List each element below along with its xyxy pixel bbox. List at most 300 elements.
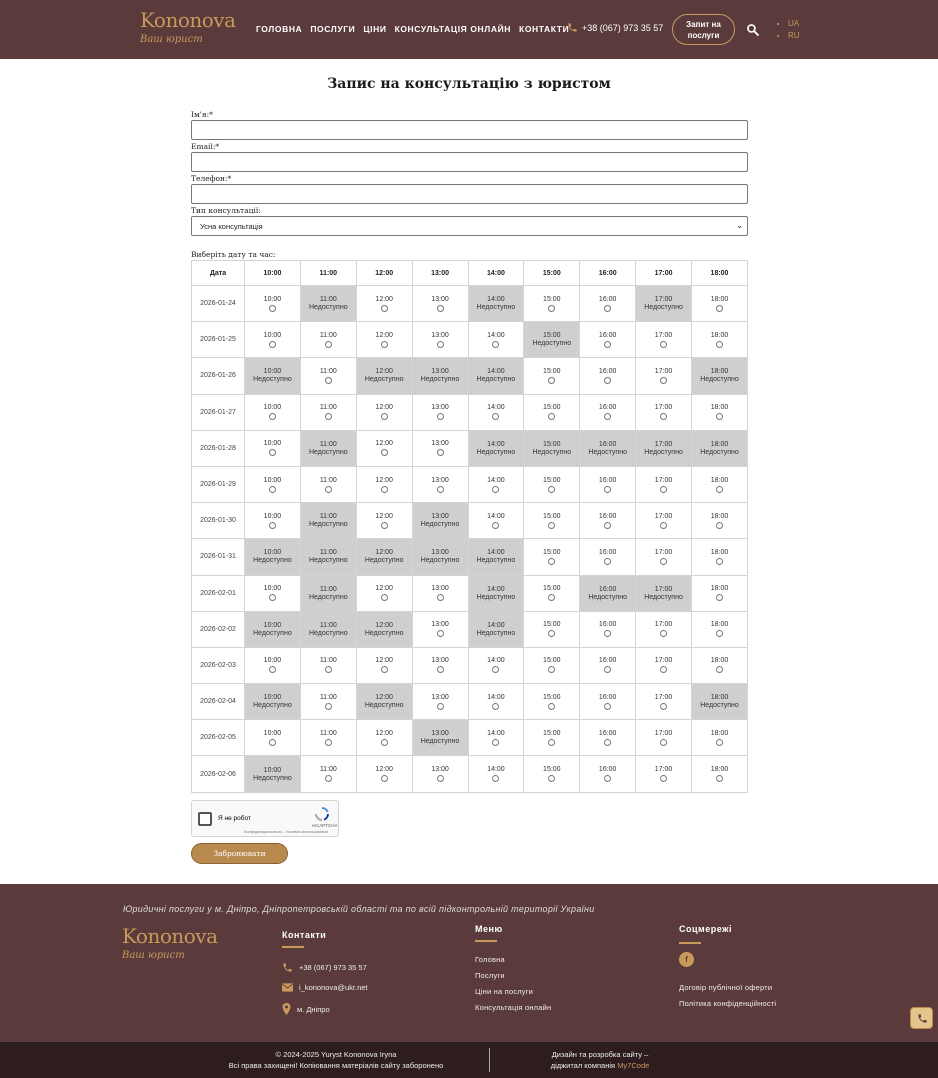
slot-available[interactable] bbox=[524, 394, 580, 430]
slot-time: 16:00 bbox=[598, 657, 617, 665]
slot-time: 12:00 bbox=[375, 585, 393, 593]
slot-unavailable bbox=[524, 430, 580, 466]
footer-menu-online[interactable]: Консультація онлайн bbox=[475, 1003, 552, 1012]
slot-available[interactable] bbox=[580, 286, 636, 322]
slot-time: 18:00 bbox=[710, 657, 729, 665]
facebook-icon[interactable]: f bbox=[679, 952, 694, 967]
slot-available[interactable] bbox=[300, 684, 356, 720]
consultation-type-label: Тип консультації: bbox=[191, 206, 261, 215]
book-button[interactable]: Забронювати bbox=[191, 843, 288, 864]
slot-radio[interactable] bbox=[381, 666, 388, 673]
slot-unavailable-label: Недоступно bbox=[253, 557, 292, 565]
slot-radio[interactable] bbox=[325, 413, 332, 420]
slot-radio[interactable] bbox=[437, 666, 444, 673]
slot-radio[interactable] bbox=[381, 594, 388, 601]
slot-radio[interactable] bbox=[548, 594, 555, 601]
slot-available[interactable] bbox=[245, 430, 301, 466]
slot-radio[interactable] bbox=[325, 486, 332, 493]
slot-available[interactable] bbox=[412, 756, 468, 792]
slot-radio[interactable] bbox=[716, 630, 723, 637]
slot-radio[interactable] bbox=[604, 558, 611, 565]
slot-unavailable bbox=[412, 358, 468, 394]
slot-radio[interactable] bbox=[716, 305, 723, 312]
slot-time: 13:00 bbox=[431, 621, 449, 629]
slot-radio[interactable] bbox=[381, 305, 388, 312]
footer-phone-number: +38 (067) 973 35 57 bbox=[299, 963, 367, 972]
slot-available[interactable] bbox=[356, 575, 412, 611]
slot-radio[interactable] bbox=[716, 558, 723, 565]
slot-unavailable bbox=[245, 684, 301, 720]
name-label: Ім'я:* bbox=[191, 110, 213, 119]
captcha-checkbox[interactable] bbox=[198, 812, 212, 826]
footer-logo[interactable] bbox=[122, 924, 218, 961]
slot-available[interactable] bbox=[356, 430, 412, 466]
slot-radio[interactable] bbox=[548, 558, 555, 565]
slot-radio[interactable] bbox=[716, 739, 723, 746]
slot-available[interactable] bbox=[580, 611, 636, 647]
slot-time: 13:00 bbox=[431, 657, 449, 665]
slot-available[interactable] bbox=[245, 322, 301, 358]
row-date: 2026-02-01 bbox=[192, 575, 245, 611]
slot-available[interactable] bbox=[524, 756, 580, 792]
slot-radio[interactable] bbox=[492, 703, 499, 710]
slot-unavailable bbox=[692, 430, 748, 466]
slot-radio[interactable] bbox=[604, 630, 611, 637]
slot-available[interactable] bbox=[468, 684, 524, 720]
schedule-header-row bbox=[192, 261, 748, 286]
slot-time: 16:00 bbox=[598, 331, 617, 339]
slot-radio[interactable] bbox=[325, 666, 332, 673]
slot-time: 11:00 bbox=[319, 440, 337, 448]
slot-available[interactable] bbox=[692, 647, 748, 683]
slot-radio[interactable] bbox=[604, 305, 611, 312]
lang-ua[interactable]: • UA bbox=[788, 18, 800, 30]
slot-available[interactable] bbox=[580, 647, 636, 683]
slot-available[interactable] bbox=[356, 286, 412, 322]
schedule-body bbox=[192, 286, 748, 793]
slot-radio[interactable] bbox=[381, 413, 388, 420]
slot-radio[interactable] bbox=[492, 522, 499, 529]
slot-time: 15:00 bbox=[543, 404, 561, 412]
slot-time: 14:00 bbox=[487, 693, 505, 701]
slot-radio[interactable] bbox=[660, 739, 667, 746]
slot-available[interactable] bbox=[636, 647, 692, 683]
slot-radio[interactable] bbox=[437, 775, 444, 782]
slot-radio[interactable] bbox=[492, 413, 499, 420]
slot-available[interactable] bbox=[580, 539, 636, 575]
slot-available[interactable] bbox=[636, 394, 692, 430]
slot-time: 12:00 bbox=[375, 549, 393, 557]
slot-unavailable bbox=[300, 575, 356, 611]
slot-available[interactable] bbox=[580, 358, 636, 394]
slot-unavailable-label: Недоступно bbox=[253, 376, 292, 384]
slot-available[interactable] bbox=[524, 503, 580, 539]
slot-available[interactable] bbox=[692, 756, 748, 792]
slot-time: 17:00 bbox=[654, 512, 673, 520]
slot-available[interactable] bbox=[580, 503, 636, 539]
slot-available[interactable] bbox=[524, 286, 580, 322]
slot-available[interactable] bbox=[636, 466, 692, 502]
captcha-brand: reCAPTCHA bbox=[312, 823, 338, 828]
slot-available[interactable] bbox=[692, 575, 748, 611]
slot-time: 11:00 bbox=[319, 585, 337, 593]
slot-available[interactable] bbox=[412, 322, 468, 358]
slot-available[interactable] bbox=[412, 575, 468, 611]
slot-unavailable-label: Недоступно bbox=[364, 376, 404, 384]
slot-unavailable-label: Недоступно bbox=[420, 557, 460, 565]
slot-unavailable bbox=[356, 539, 412, 575]
slot-time: 16:00 bbox=[598, 476, 617, 484]
recaptcha-widget bbox=[191, 800, 339, 837]
slot-available[interactable] bbox=[412, 466, 468, 502]
slot-radio[interactable] bbox=[716, 775, 723, 782]
slot-available[interactable] bbox=[245, 466, 301, 502]
schedule-row bbox=[192, 286, 748, 322]
slot-available[interactable] bbox=[468, 394, 524, 430]
slot-radio[interactable] bbox=[437, 630, 444, 637]
slot-available[interactable] bbox=[245, 286, 301, 322]
footer-menu-home[interactable]: Головна bbox=[475, 955, 505, 964]
slot-radio[interactable] bbox=[381, 739, 388, 746]
logo-word: Kononova bbox=[140, 8, 236, 32]
slot-available[interactable] bbox=[356, 394, 412, 430]
slot-time: 13:00 bbox=[431, 295, 449, 303]
slot-radio[interactable] bbox=[269, 413, 276, 420]
slot-radio[interactable] bbox=[269, 522, 276, 529]
slot-radio[interactable] bbox=[604, 413, 611, 420]
slot-available[interactable] bbox=[524, 466, 580, 502]
nav-services[interactable]: ПОСЛУГИ bbox=[310, 24, 356, 34]
slot-available[interactable] bbox=[412, 647, 468, 683]
slot-time: 13:00 bbox=[431, 440, 449, 448]
slot-time: 14:00 bbox=[487, 549, 505, 557]
slot-radio[interactable] bbox=[660, 558, 667, 565]
slot-time: 18:00 bbox=[710, 331, 729, 339]
slot-radio[interactable] bbox=[269, 305, 276, 312]
slot-available[interactable] bbox=[468, 503, 524, 539]
slot-available[interactable] bbox=[468, 720, 524, 756]
slot-time: 17:00 bbox=[654, 657, 673, 665]
captcha-terms[interactable]: Конфиденциальность - Условия использования bbox=[244, 830, 329, 834]
consultation-type-select[interactable] bbox=[191, 216, 748, 236]
slot-radio[interactable] bbox=[492, 775, 499, 782]
slot-time: 15:00 bbox=[543, 512, 561, 520]
search-icon[interactable] bbox=[746, 23, 759, 36]
slot-unavailable bbox=[300, 503, 356, 539]
slot-available[interactable] bbox=[412, 611, 468, 647]
slot-time: 10:00 bbox=[263, 295, 282, 303]
slot-radio[interactable] bbox=[269, 486, 276, 493]
schedule-row bbox=[192, 720, 748, 756]
slot-radio[interactable] bbox=[716, 666, 723, 673]
slot-available[interactable] bbox=[245, 647, 301, 683]
slot-radio[interactable] bbox=[548, 305, 555, 312]
slot-available[interactable] bbox=[636, 539, 692, 575]
slot-unavailable bbox=[692, 684, 748, 720]
slot-available[interactable] bbox=[468, 466, 524, 502]
public-offer-link[interactable]: Договір публічної оферти bbox=[679, 983, 773, 992]
slot-time: 15:00 bbox=[543, 548, 561, 556]
nav-home[interactable]: ГОЛОВНА bbox=[256, 24, 303, 34]
footer-email[interactable] bbox=[282, 983, 368, 992]
slot-radio[interactable] bbox=[660, 341, 667, 348]
footer-phone[interactable] bbox=[282, 962, 367, 973]
slot-unavailable-label: Недоступно bbox=[309, 593, 348, 601]
slot-time: 15:00 bbox=[543, 766, 561, 774]
slot-available[interactable] bbox=[636, 358, 692, 394]
slot-radio[interactable] bbox=[660, 775, 667, 782]
slot-available[interactable] bbox=[636, 322, 692, 358]
slot-radio[interactable] bbox=[269, 739, 276, 746]
slot-available[interactable] bbox=[412, 684, 468, 720]
slot-available[interactable] bbox=[636, 503, 692, 539]
slot-available[interactable] bbox=[692, 503, 748, 539]
slot-available[interactable] bbox=[356, 720, 412, 756]
copyright-line1: © 2024-2025 Yuryst Kononova Iryna bbox=[275, 1050, 397, 1059]
slot-available[interactable] bbox=[580, 394, 636, 430]
slot-radio[interactable] bbox=[604, 486, 611, 493]
slot-radio[interactable] bbox=[660, 522, 667, 529]
slot-time: 10:00 bbox=[263, 549, 282, 557]
slot-available[interactable] bbox=[300, 358, 356, 394]
slot-radio[interactable] bbox=[716, 413, 723, 420]
slot-available[interactable] bbox=[468, 756, 524, 792]
slot-available[interactable] bbox=[412, 430, 468, 466]
slot-radio[interactable] bbox=[492, 486, 499, 493]
slot-time: 14:00 bbox=[487, 512, 505, 520]
slot-radio[interactable] bbox=[548, 630, 555, 637]
slot-available[interactable] bbox=[300, 394, 356, 430]
row-date: 2026-02-04 bbox=[192, 684, 245, 720]
slot-radio[interactable] bbox=[660, 703, 667, 710]
slot-available[interactable] bbox=[580, 684, 636, 720]
slot-available[interactable] bbox=[300, 647, 356, 683]
slot-radio[interactable] bbox=[381, 341, 388, 348]
slot-radio[interactable] bbox=[325, 739, 332, 746]
chevron-down-icon: ⌄ bbox=[736, 221, 743, 230]
slot-radio[interactable] bbox=[325, 775, 332, 782]
developer-credit bbox=[540, 1049, 660, 1071]
slot-available[interactable] bbox=[692, 466, 748, 502]
slot-available[interactable] bbox=[580, 466, 636, 502]
slot-available[interactable] bbox=[636, 720, 692, 756]
slot-radio[interactable] bbox=[437, 703, 444, 710]
slot-radio[interactable] bbox=[437, 594, 444, 601]
footer-email-address: i_kononova@ukr.net bbox=[299, 983, 368, 992]
slot-radio[interactable] bbox=[325, 341, 332, 348]
slot-radio[interactable] bbox=[716, 522, 723, 529]
slot-time: 10:00 bbox=[263, 657, 282, 665]
slot-radio[interactable] bbox=[325, 377, 332, 384]
request-services-button[interactable] bbox=[672, 14, 735, 45]
slot-unavailable bbox=[468, 539, 524, 575]
copyright-line2: Всі права захищені! Копіювання матеріалів сайту заборонено bbox=[228, 1061, 444, 1070]
slot-time: 18:00 bbox=[710, 585, 729, 593]
slot-available[interactable] bbox=[636, 756, 692, 792]
slot-unavailable bbox=[636, 430, 692, 466]
slot-time: 18:00 bbox=[710, 621, 729, 629]
slot-unavailable-label: Недоступно bbox=[420, 521, 460, 529]
slot-radio[interactable] bbox=[269, 666, 276, 673]
slot-available[interactable] bbox=[524, 539, 580, 575]
slot-radio[interactable] bbox=[604, 666, 611, 673]
slot-radio[interactable] bbox=[604, 703, 611, 710]
slot-time: 16:00 bbox=[598, 404, 617, 412]
slot-radio[interactable] bbox=[716, 341, 723, 348]
slot-available[interactable] bbox=[245, 394, 301, 430]
nav-prices[interactable]: ЦІНИ bbox=[363, 24, 387, 34]
phone-field[interactable] bbox=[191, 184, 748, 204]
slot-available[interactable] bbox=[692, 394, 748, 430]
slot-radio[interactable] bbox=[437, 413, 444, 420]
slot-radio[interactable] bbox=[604, 377, 611, 384]
slot-available[interactable] bbox=[245, 575, 301, 611]
slot-available[interactable] bbox=[300, 756, 356, 792]
slot-available[interactable] bbox=[524, 647, 580, 683]
nav-online-consultation[interactable]: КОНСУЛЬТАЦІЯ ОНЛАЙН bbox=[394, 24, 512, 34]
slot-radio[interactable] bbox=[548, 739, 555, 746]
nav-contacts[interactable]: КОНТАКТИ bbox=[519, 24, 570, 34]
slot-available[interactable] bbox=[468, 647, 524, 683]
schedule-row bbox=[192, 503, 748, 539]
slot-radio[interactable] bbox=[548, 486, 555, 493]
slot-available[interactable] bbox=[524, 684, 580, 720]
slot-radio[interactable] bbox=[381, 486, 388, 493]
email-field[interactable] bbox=[191, 152, 748, 172]
logo-tagline: Ваш юрист bbox=[140, 34, 203, 45]
slot-radio[interactable] bbox=[269, 594, 276, 601]
slot-available[interactable] bbox=[524, 575, 580, 611]
slot-available[interactable] bbox=[524, 358, 580, 394]
slot-available[interactable] bbox=[412, 394, 468, 430]
lang-ru[interactable]: • RU bbox=[788, 30, 800, 42]
slot-radio[interactable] bbox=[269, 341, 276, 348]
footer-menu-services[interactable]: Послуги bbox=[475, 971, 505, 980]
floating-call-button[interactable] bbox=[910, 1007, 933, 1029]
slot-unavailable bbox=[468, 611, 524, 647]
slot-available[interactable] bbox=[300, 720, 356, 756]
slot-radio[interactable] bbox=[716, 486, 723, 493]
request-button-line1: Запит на bbox=[686, 20, 721, 29]
request-button-line2: послуги bbox=[687, 31, 720, 40]
time-header: 18:00 bbox=[692, 261, 748, 286]
footer-menu-prices[interactable]: Ціни на послуги bbox=[475, 987, 534, 996]
footer-city-name: м. Дніпро bbox=[297, 1004, 330, 1014]
row-date: 2026-01-29 bbox=[192, 466, 245, 502]
time-header: 11:00 bbox=[300, 261, 356, 286]
slot-time: 12:00 bbox=[375, 368, 393, 376]
slot-radio[interactable] bbox=[437, 305, 444, 312]
row-date: 2026-01-31 bbox=[192, 539, 245, 575]
slot-available[interactable] bbox=[692, 286, 748, 322]
slot-available[interactable] bbox=[356, 647, 412, 683]
slot-radio[interactable] bbox=[604, 739, 611, 746]
slot-available[interactable] bbox=[692, 322, 748, 358]
slot-radio[interactable] bbox=[269, 449, 276, 456]
slot-available[interactable] bbox=[245, 503, 301, 539]
slot-available[interactable] bbox=[300, 466, 356, 502]
privacy-policy-link[interactable]: Політика конфіденційності bbox=[679, 999, 777, 1008]
slot-available[interactable] bbox=[524, 611, 580, 647]
header-phone[interactable] bbox=[567, 22, 663, 33]
slot-radio[interactable] bbox=[437, 449, 444, 456]
slot-radio[interactable] bbox=[548, 666, 555, 673]
slot-radio[interactable] bbox=[381, 775, 388, 782]
slot-available[interactable] bbox=[356, 756, 412, 792]
slot-time: 14:00 bbox=[487, 296, 505, 304]
slot-radio[interactable] bbox=[716, 594, 723, 601]
slot-radio[interactable] bbox=[492, 341, 499, 348]
slot-radio[interactable] bbox=[548, 775, 555, 782]
slot-radio[interactable] bbox=[548, 522, 555, 529]
slot-available[interactable] bbox=[356, 466, 412, 502]
slot-available[interactable] bbox=[300, 322, 356, 358]
slot-available[interactable] bbox=[580, 322, 636, 358]
slot-radio[interactable] bbox=[548, 413, 555, 420]
schedule-label: Виберіть дату та час: bbox=[191, 250, 276, 259]
slot-available[interactable] bbox=[692, 611, 748, 647]
row-date: 2026-01-26 bbox=[192, 358, 245, 394]
slot-available[interactable] bbox=[524, 720, 580, 756]
slot-time: 13:00 bbox=[431, 766, 449, 774]
slot-available[interactable] bbox=[356, 322, 412, 358]
slot-radio[interactable] bbox=[437, 341, 444, 348]
time-header: 17:00 bbox=[636, 261, 692, 286]
dev-brand-link[interactable]: My7Code bbox=[617, 1061, 650, 1070]
slot-time: 17:00 bbox=[654, 404, 673, 412]
slot-radio[interactable] bbox=[660, 377, 667, 384]
slot-radio[interactable] bbox=[381, 449, 388, 456]
row-date: 2026-01-24 bbox=[192, 286, 245, 322]
slot-radio[interactable] bbox=[325, 703, 332, 710]
slot-available[interactable] bbox=[580, 720, 636, 756]
footer-logo-tagline: Ваш юрист bbox=[122, 950, 185, 961]
slot-available[interactable] bbox=[412, 286, 468, 322]
slot-time: 11:00 bbox=[319, 766, 337, 774]
slot-available[interactable] bbox=[636, 611, 692, 647]
slot-time: 12:00 bbox=[375, 440, 393, 448]
slot-radio[interactable] bbox=[492, 739, 499, 746]
slot-available[interactable] bbox=[356, 503, 412, 539]
logo[interactable] bbox=[140, 8, 236, 45]
slot-available[interactable] bbox=[468, 322, 524, 358]
slot-time: 18:00 bbox=[710, 766, 729, 774]
slot-radio[interactable] bbox=[437, 486, 444, 493]
slot-time: 17:00 bbox=[654, 766, 673, 774]
slot-time: 17:00 bbox=[654, 693, 673, 701]
slot-radio[interactable] bbox=[604, 341, 611, 348]
slot-unavailable bbox=[245, 611, 301, 647]
slot-radio[interactable] bbox=[381, 522, 388, 529]
slot-time: 17:00 bbox=[654, 621, 673, 629]
slot-available[interactable] bbox=[245, 720, 301, 756]
slot-radio[interactable] bbox=[660, 666, 667, 673]
slot-radio[interactable] bbox=[604, 775, 611, 782]
slot-available[interactable] bbox=[692, 539, 748, 575]
slot-available[interactable] bbox=[580, 756, 636, 792]
slot-radio[interactable] bbox=[660, 486, 667, 493]
slot-available[interactable] bbox=[692, 720, 748, 756]
slot-radio[interactable] bbox=[492, 666, 499, 673]
slot-radio[interactable] bbox=[548, 703, 555, 710]
slot-radio[interactable] bbox=[604, 522, 611, 529]
name-field[interactable] bbox=[191, 120, 748, 140]
slot-time: 10:00 bbox=[263, 694, 282, 702]
slot-radio[interactable] bbox=[660, 630, 667, 637]
slot-available[interactable] bbox=[636, 684, 692, 720]
slot-radio[interactable] bbox=[660, 413, 667, 420]
slot-radio[interactable] bbox=[548, 377, 555, 384]
